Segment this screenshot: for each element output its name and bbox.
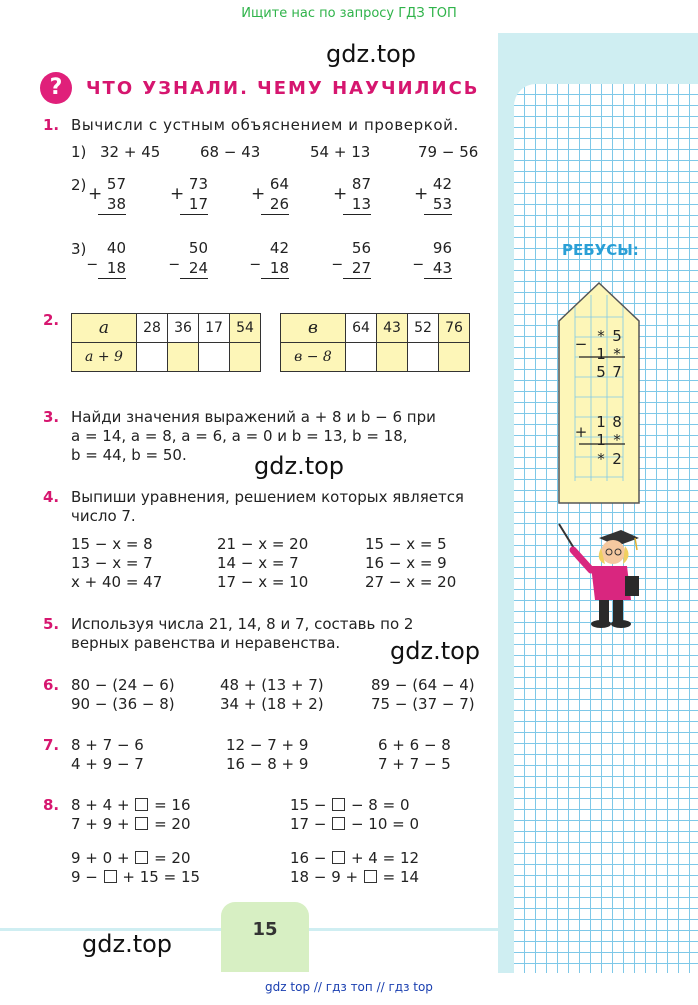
rebus-digit: *	[597, 327, 605, 345]
house-shape	[559, 283, 639, 503]
equation: 16 − x = 9	[365, 554, 447, 572]
operand: 53	[424, 194, 452, 215]
operand: 18	[98, 258, 126, 279]
eq-part: 8 + 4 +	[71, 796, 135, 814]
minus-sign: _	[333, 246, 342, 266]
table-answer-cell[interactable]	[377, 343, 408, 372]
expression: 4 + 9 − 7	[71, 755, 144, 773]
table-answer-cell[interactable]	[439, 343, 470, 372]
watermark: gdz.top	[82, 930, 173, 958]
eq-part: − 8 = 0	[346, 796, 410, 814]
operand: 64	[269, 175, 289, 193]
plus-sign: +	[251, 184, 266, 204]
eq-part: 18 − 9 +	[290, 868, 363, 886]
task-number: 5.	[43, 615, 60, 633]
task-text: Выпиши уравнения, решением которых является	[71, 488, 464, 506]
value-table-b	[280, 313, 470, 372]
equation-with-box	[71, 868, 200, 886]
table-variable: a	[72, 314, 137, 343]
operand: 24	[180, 258, 208, 279]
expression: 54 + 13	[310, 143, 371, 161]
expression: 48 + (13 + 7)	[220, 676, 324, 694]
column-addition	[343, 174, 371, 215]
expression: 79 − 56	[418, 143, 479, 161]
operand: 57	[106, 175, 126, 193]
row-label: 3)	[71, 240, 87, 258]
eq-part: = 20	[149, 849, 191, 867]
column-subtraction	[343, 238, 371, 279]
minus-sign: _	[170, 246, 179, 266]
task-text: Найди значения выражений a + 8 и b − 6 при	[71, 408, 436, 426]
table-value: 36	[168, 314, 199, 343]
table-answer-cell[interactable]	[346, 343, 377, 372]
operand: 43	[424, 258, 452, 279]
equation: 17 − x = 10	[217, 573, 309, 591]
eq-part: + 15 = 15	[117, 868, 201, 886]
table-answer-cell[interactable]	[408, 343, 439, 372]
plus-sign: +	[414, 184, 429, 204]
table-value: 52	[408, 314, 439, 343]
rebus-digit: 1	[596, 431, 606, 449]
expression: 75 − (37 − 7)	[371, 695, 475, 713]
answer-box[interactable]	[332, 817, 345, 830]
operand: 96	[432, 239, 452, 257]
task-number: 7.	[43, 736, 60, 754]
rebus-digit: 2	[612, 450, 622, 468]
rebus-digit: 1	[596, 413, 606, 431]
table-answer-cell[interactable]	[137, 343, 168, 372]
column-subtraction	[261, 238, 289, 279]
minus-sign: _	[414, 246, 423, 266]
rebus-sign: −	[574, 335, 588, 353]
expression: 32 + 45	[100, 143, 161, 161]
top-banner[interactable]: Ищите нас по запросу ГДЗ ТОП	[241, 6, 457, 21]
row-label: 2)	[71, 176, 87, 194]
equation-with-box	[290, 849, 419, 867]
column-addition	[424, 174, 452, 215]
expression: 80 − (24 − 6)	[71, 676, 175, 694]
table-value: 17	[199, 314, 230, 343]
plus-sign: +	[170, 184, 185, 204]
task-number: 3.	[43, 408, 60, 426]
task-text: верных равенства и неравенства.	[71, 634, 341, 652]
watermark: gdz.top	[326, 40, 417, 68]
table-value: 54	[230, 314, 261, 343]
operand: 38	[98, 194, 126, 215]
expression: 89 − (64 − 4)	[371, 676, 475, 694]
answer-box[interactable]	[104, 870, 117, 883]
rebus-heading: РЕБУСЫ:	[562, 241, 639, 259]
table-answer-cell[interactable]	[230, 343, 261, 372]
question-badge-icon: ?	[40, 72, 72, 104]
rebus-digit: *	[613, 431, 621, 449]
task-text: число 7.	[71, 507, 136, 525]
task-text: Вычисли с устным объяснением и проверкой.	[71, 116, 459, 134]
column-addition	[98, 174, 126, 215]
column-addition	[261, 174, 289, 215]
column-subtraction	[424, 238, 452, 279]
eq-part: 9 −	[71, 868, 103, 886]
task-text: Используя числа 21, 14, 8 и 7, составь по 2	[71, 615, 414, 633]
rebus-sign: +	[574, 423, 588, 441]
table-answer-cell[interactable]	[199, 343, 230, 372]
expression: 12 − 7 + 9	[226, 736, 309, 754]
page-title: ЧТО УЗНАЛИ. ЧЕМУ НАУЧИЛИСЬ	[86, 78, 480, 99]
eq-part: 9 + 0 +	[71, 849, 135, 867]
rebus-digit: 7	[612, 363, 622, 381]
expression: 90 − (36 − 8)	[71, 695, 175, 713]
professor-illustration-icon	[555, 520, 645, 632]
operand: 56	[351, 239, 371, 257]
eq-part: 15 −	[290, 796, 332, 814]
answer-box[interactable]	[364, 870, 377, 883]
operand: 26	[261, 194, 289, 215]
equation-with-box	[290, 815, 419, 833]
task-number: 4.	[43, 488, 60, 506]
expression: 8 + 7 − 6	[71, 736, 144, 754]
eq-part: + 4 = 12	[346, 849, 420, 867]
answer-box[interactable]	[332, 851, 345, 864]
eq-part: = 16	[149, 796, 191, 814]
answer-box[interactable]	[332, 798, 345, 811]
eq-part: 16 −	[290, 849, 332, 867]
operand: 42	[269, 239, 289, 257]
row-label: 1)	[71, 143, 87, 161]
operand: 73	[188, 175, 208, 193]
expression: 68 − 43	[200, 143, 261, 161]
task-number: 2.	[43, 311, 60, 329]
operand: 27	[343, 258, 371, 279]
watermark: gdz.top	[254, 452, 345, 480]
expression: 34 + (18 + 2)	[220, 695, 324, 713]
equation-with-box	[71, 815, 191, 833]
rebus-digit: 5	[596, 363, 606, 381]
operand: 13	[343, 194, 371, 215]
operand: 18	[261, 258, 289, 279]
equation-with-box	[290, 796, 410, 814]
eq-part: 17 −	[290, 815, 332, 833]
task-text: a = 14, a = 8, a = 6, a = 0 и b = 13, b = 18,	[71, 427, 408, 445]
column-subtraction	[98, 238, 126, 279]
table-expression: a + 9	[72, 343, 137, 372]
equation-with-box	[71, 849, 191, 867]
equation: 15 − x = 8	[71, 535, 153, 553]
equation-with-box	[71, 796, 191, 814]
rebus-digit: 5	[612, 327, 622, 345]
rebus-house	[557, 281, 641, 505]
operand: 50	[188, 239, 208, 257]
task-number: 8.	[43, 796, 60, 814]
table-value: 28	[137, 314, 168, 343]
expression: 6 + 6 − 8	[378, 736, 451, 754]
table-value: 76	[439, 314, 470, 343]
plus-sign: +	[333, 184, 348, 204]
table-answer-cell[interactable]	[168, 343, 199, 372]
answer-box[interactable]	[135, 851, 148, 864]
bottom-banner[interactable]: gdz top // гдз топ // гдз top	[265, 980, 433, 994]
rebus-digit: *	[597, 450, 605, 468]
answer-box[interactable]	[135, 798, 148, 811]
equation-with-box	[290, 868, 419, 886]
value-table-a	[71, 313, 261, 372]
column-subtraction	[180, 238, 208, 279]
operand: 87	[351, 175, 371, 193]
eq-part: = 20	[149, 815, 191, 833]
equation: x + 40 = 47	[71, 573, 163, 591]
rebus-digit: *	[613, 345, 621, 363]
equation: 14 − x = 7	[217, 554, 299, 572]
table-value: 64	[346, 314, 377, 343]
page-number: 15	[221, 902, 309, 972]
eq-part: − 10 = 0	[346, 815, 420, 833]
operand: 40	[106, 239, 126, 257]
equation: 21 − x = 20	[217, 535, 309, 553]
operand: 42	[432, 175, 452, 193]
minus-sign: _	[88, 246, 97, 266]
table-expression: в − 8	[281, 343, 346, 372]
equation: 15 − x = 5	[365, 535, 447, 553]
task-text: b = 44, b = 50.	[71, 446, 187, 464]
eq-part: 7 + 9 +	[71, 815, 135, 833]
eq-part: = 14	[377, 868, 420, 886]
operand: 17	[180, 194, 208, 215]
equation: 13 − x = 7	[71, 554, 153, 572]
rebus-digit: 1	[596, 345, 606, 363]
expression: 16 − 8 + 9	[226, 755, 309, 773]
expression: 7 + 7 − 5	[378, 755, 451, 773]
minus-sign: _	[251, 246, 260, 266]
rebus-digit: 8	[612, 413, 622, 431]
plus-sign: +	[88, 184, 103, 204]
task-number: 6.	[43, 676, 60, 694]
task-number: 1.	[43, 116, 60, 134]
equation: 27 − x = 20	[365, 573, 457, 591]
table-variable: в	[281, 314, 346, 343]
answer-box[interactable]	[135, 817, 148, 830]
watermark: gdz.top	[390, 637, 481, 665]
table-value: 43	[377, 314, 408, 343]
column-addition	[180, 174, 208, 215]
